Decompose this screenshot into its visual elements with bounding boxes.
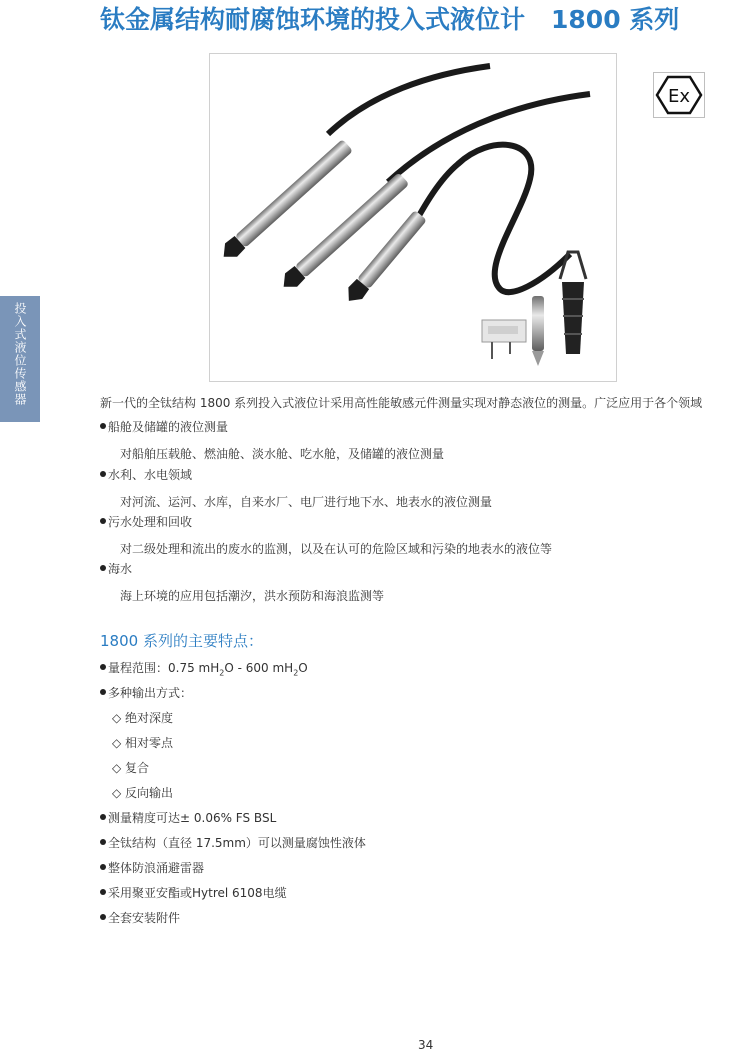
range-low: 0.75 mH — [168, 661, 220, 675]
features-heading: 1800 系列的主要特点： — [100, 632, 263, 650]
feature-text: 采用聚亚安酯或Hytrel 6108电缆 — [108, 886, 287, 900]
range-end: O — [298, 661, 308, 675]
output-mode-item: ◇ 相对零点 — [112, 736, 174, 750]
output-mode-item: ◇ 绝对深度 — [112, 711, 174, 725]
feature-item — [100, 909, 180, 926]
application-desc: 对二级处理和流出的废水的监测，以及在认可的危险区域和污染的地表水的液位等 — [120, 542, 553, 556]
application-head: 水利、水电领域 — [108, 468, 193, 482]
feature-text: 全钛结构（直径 17.5mm）可以测量腐蚀性液体 — [108, 836, 366, 850]
level-transmitter-illustration — [210, 54, 616, 381]
application-desc: 对船舶压载舱、燃油舱、淡水舱、吃水舱，及储罐的液位测量 — [120, 447, 445, 461]
ex-logo — [653, 72, 705, 118]
bullet-icon — [100, 518, 106, 524]
product-photo — [209, 53, 617, 382]
bullet-icon — [100, 814, 106, 820]
bullet-icon — [100, 689, 106, 695]
range-subscript: 2 — [293, 668, 299, 678]
application-item — [100, 418, 720, 462]
feature-item — [100, 809, 276, 826]
output-mode-item: ◇ 反向输出 — [112, 786, 174, 800]
bullet-icon — [100, 471, 106, 477]
intro-paragraph: 新一代的全钛结构 1800 系列投入式液位计采用高性能敏感元件测量实现对静态液位的测量。广泛应用于各个领域 — [100, 396, 703, 410]
application-head: 海水 — [108, 562, 133, 576]
bullet-icon — [100, 839, 106, 845]
title-main: 钛金属结构耐腐蚀环境的投入式液位计 — [100, 5, 526, 34]
feature-output — [100, 684, 192, 701]
application-desc: 海上环境的应用包括潮汐，洪水预防和海浪监测等 — [120, 589, 385, 603]
bullet-icon — [100, 914, 106, 920]
feature-range — [100, 659, 308, 677]
ex-explosion-proof-icon — [654, 73, 704, 117]
application-item — [100, 560, 720, 604]
output-label: 多种输出方式： — [108, 686, 193, 700]
bullet-icon — [100, 423, 106, 429]
bullet-icon — [100, 889, 106, 895]
feature-item — [100, 859, 204, 876]
feature-text: 整体防浪涌避雷器 — [108, 861, 205, 875]
application-head: 船舱及储罐的液位测量 — [108, 420, 229, 434]
application-item — [100, 466, 720, 510]
application-item — [100, 513, 720, 557]
bullet-icon — [100, 864, 106, 870]
title-series: 1800 系列 — [551, 5, 680, 34]
bullet-icon — [100, 565, 106, 571]
range-mid: O - 600 mH — [224, 661, 294, 675]
page-number: 34 — [418, 1038, 434, 1052]
feature-item — [100, 884, 287, 901]
feature-text: 测量精度可达± 0.06% FS BSL — [108, 811, 277, 825]
application-head: 污水处理和回收 — [108, 515, 193, 529]
side-tab-label: 投入式液位传感器 — [13, 302, 27, 406]
application-desc: 对河流、运河、水库，自来水厂、电厂进行地下水、地表水的液位测量 — [120, 495, 493, 509]
range-subscript: 2 — [219, 668, 225, 678]
page-title — [100, 0, 679, 36]
range-label: 量程范围： — [108, 661, 169, 675]
feature-item — [100, 834, 366, 851]
ex-logo-text: Ex — [667, 86, 691, 107]
bullet-icon — [100, 664, 106, 670]
feature-text: 全套安装附件 — [108, 911, 181, 925]
output-mode-item: ◇ 复合 — [112, 761, 150, 775]
side-tab — [0, 296, 40, 422]
